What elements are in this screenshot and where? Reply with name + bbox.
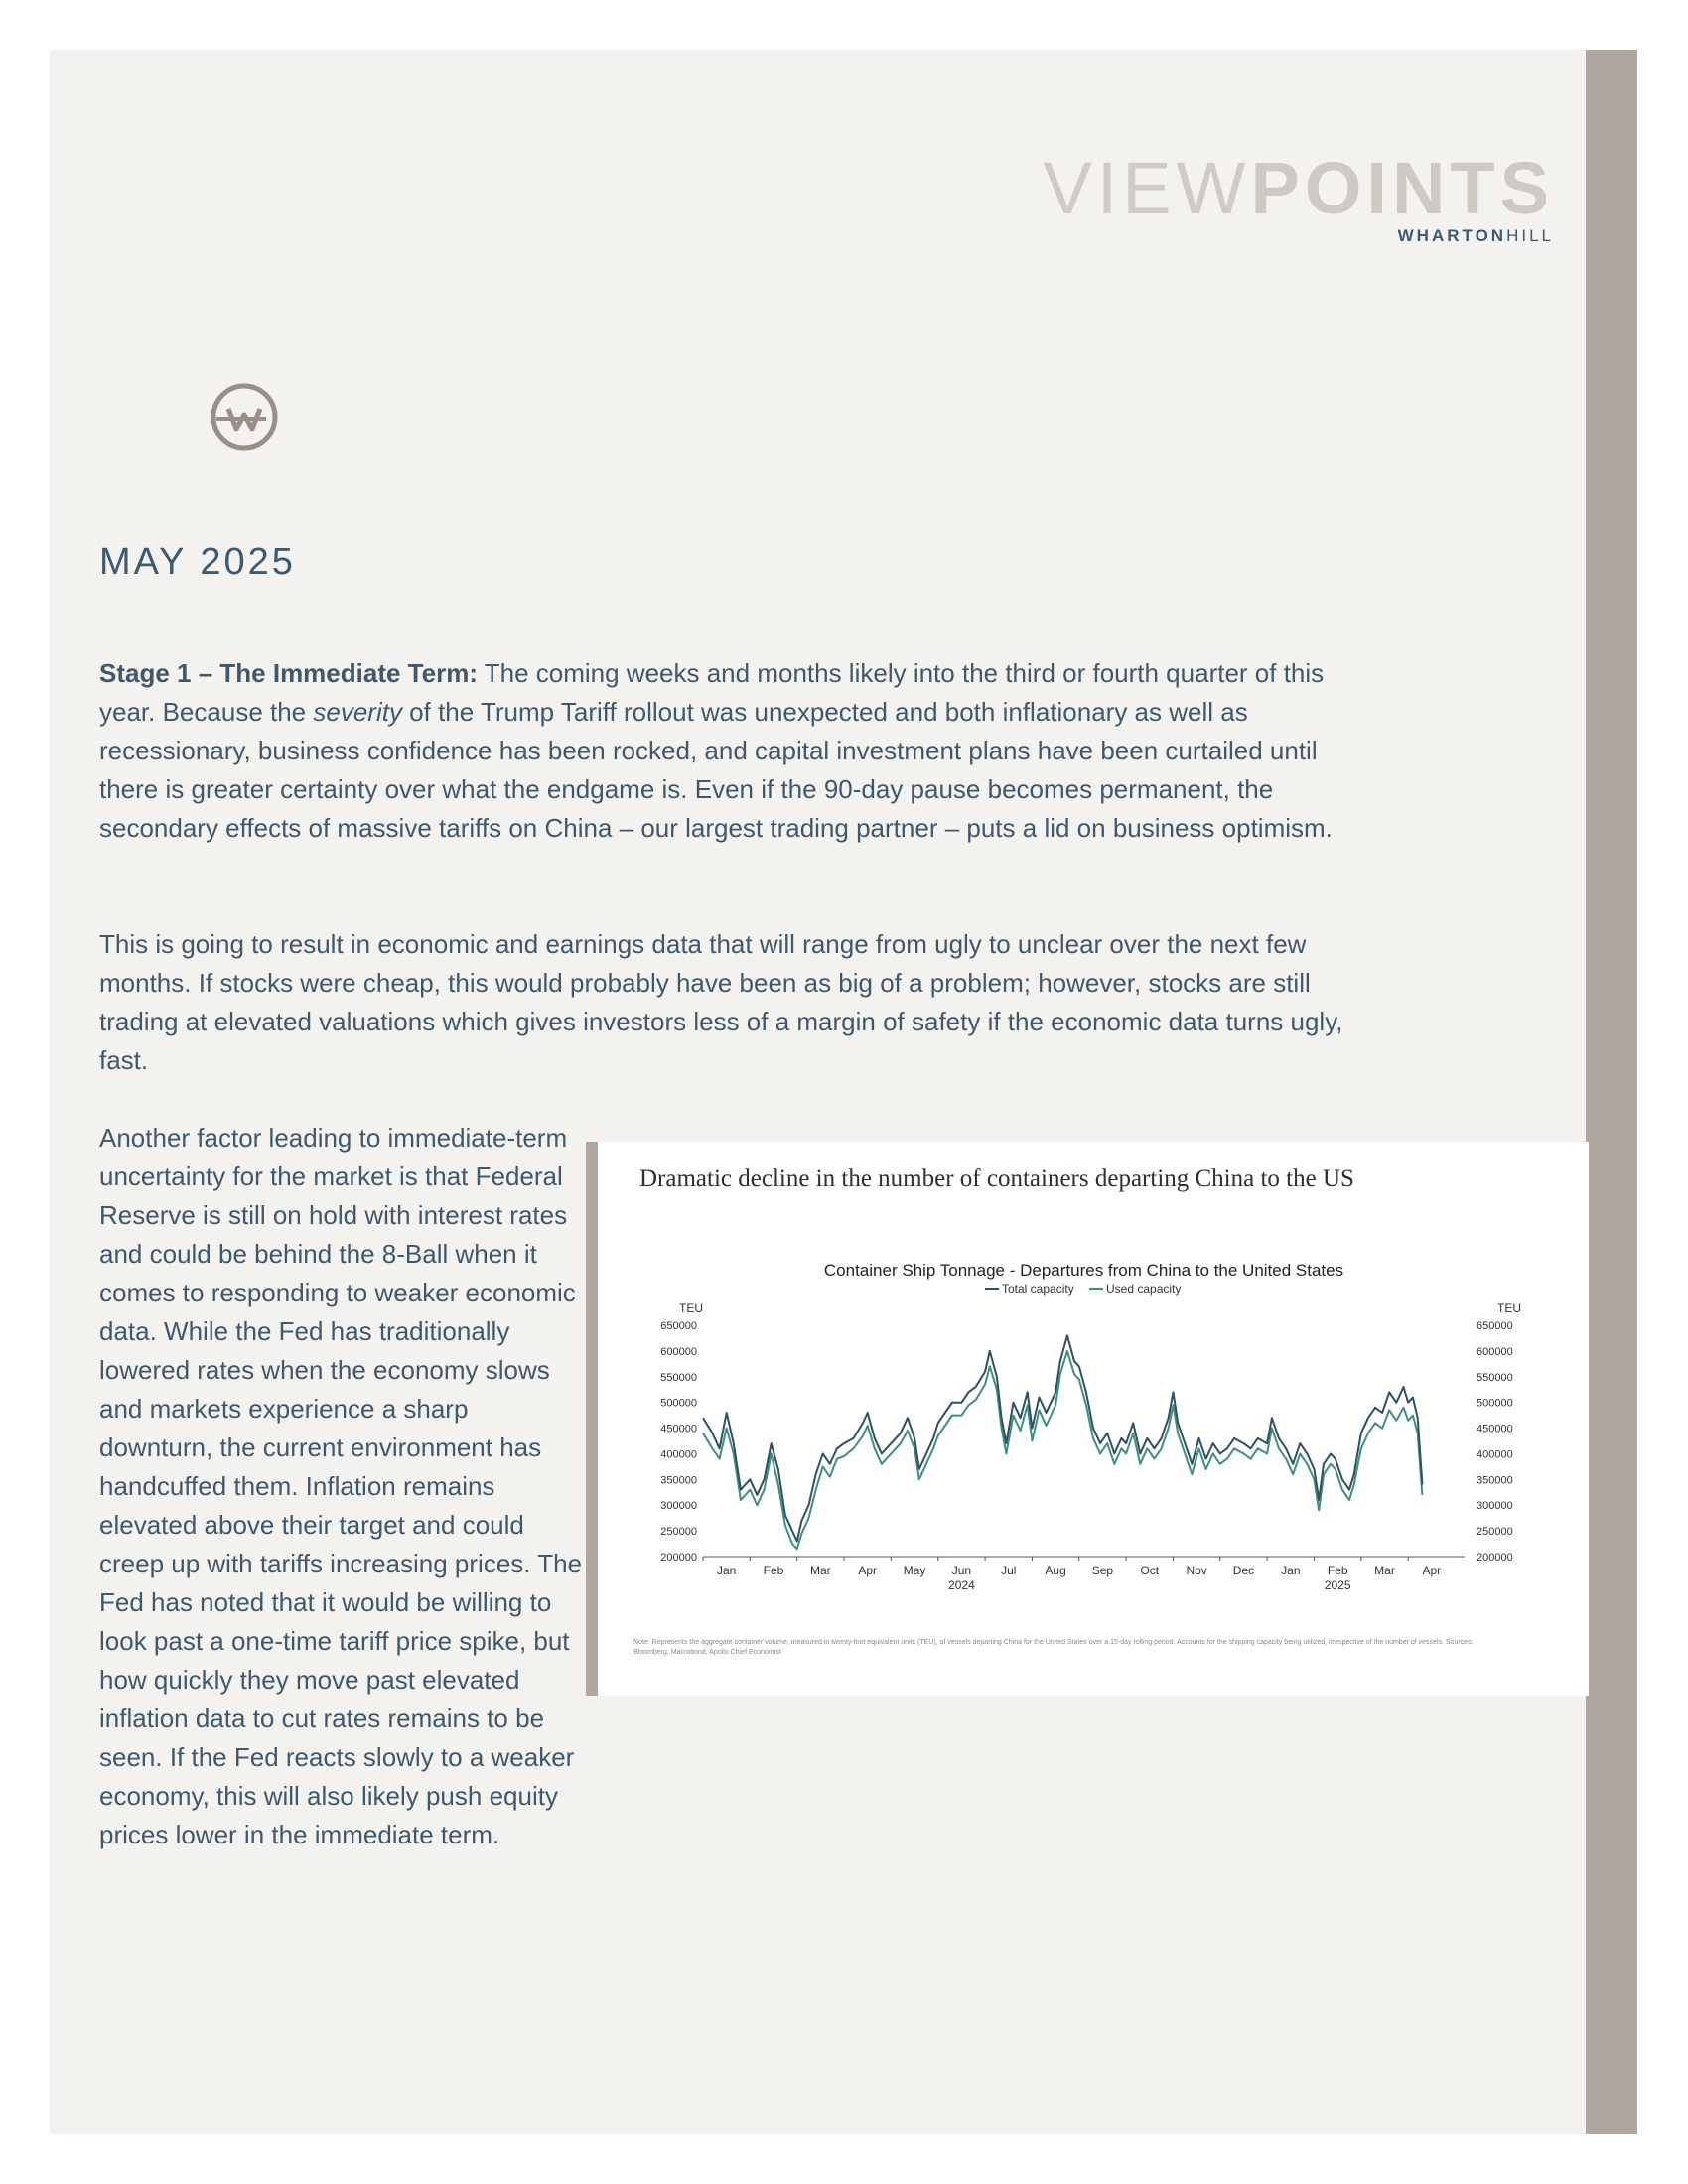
y-tick-label-left: 600000 bbox=[660, 1345, 697, 1358]
y-tick-label-right: 250000 bbox=[1477, 1526, 1513, 1539]
paragraph-text: of the Trump Tariff rollout was unexpected and both inflationary as well as recessionary, business confidence has been rocked, and capital investment plans have been curtailed until there is greater certainty over what the endgame is. Even if the 90-day pause becomes permanent, the secondary effects of massive tariffs on China – our largest trading partner – puts a lid on business optimism. bbox=[99, 697, 1333, 843]
x-tick-label: Sep bbox=[1091, 1564, 1114, 1577]
paragraph-text: The coming weeks and months likely into the third or fourth quarter of this year. Because the bbox=[99, 658, 1325, 727]
x-tick-label: Jan bbox=[1281, 1564, 1301, 1577]
paragraph-lead: Stage 1 – The Immediate Term: bbox=[99, 658, 478, 688]
y-tick-label-right: 500000 bbox=[1477, 1397, 1513, 1410]
legend-label-total: Total capacity bbox=[1002, 1282, 1074, 1296]
logo-subtitle bbox=[1398, 226, 1554, 246]
paragraph-federal-reserve: Another factor leading to immediate-term uncertainty for the market is that Federal Reserve is still on hold with interest rates and could be behind the 8-Ball when it comes to responding to weaker economic data. While the Fed has traditionally lowered rates when the economy slows and markets experience a sharp downturn, the current environment has handcuffed them. Inflation remains elevated above their target and could creep up with tariffs increasing prices. The Fed has noted that it would be willing to look past a one-time tariff price spike, but how quickly they move past elevated inflation data to cut rates remains to be seen. If the Fed reacts slowly to a weaker economy, this will also likely push equity prices lower in the immediate term. bbox=[99, 1123, 583, 1849]
y-tick-label-left: 400000 bbox=[660, 1448, 697, 1461]
viewpoints-logo bbox=[933, 147, 1554, 245]
paragraph-emphasis: severity bbox=[313, 697, 402, 727]
y-tick-label-right: 650000 bbox=[1477, 1320, 1513, 1332]
y-axis-label-left: TEU bbox=[679, 1301, 703, 1315]
y-tick-label-left: 550000 bbox=[660, 1371, 697, 1384]
x-tick-label: Dec bbox=[1232, 1564, 1255, 1577]
y-tick-label-left: 250000 bbox=[660, 1526, 697, 1539]
issue-date: MAY 2025 bbox=[99, 541, 296, 584]
y-tick-label-left: 300000 bbox=[660, 1500, 697, 1513]
x-tick-label: Aug bbox=[1045, 1564, 1066, 1577]
y-tick-label-left: 200000 bbox=[660, 1552, 697, 1564]
x-tick-label: Feb bbox=[763, 1564, 784, 1577]
x-tick-label: May bbox=[903, 1564, 926, 1577]
y-tick-label-right: 300000 bbox=[1477, 1500, 1513, 1513]
x-tick-label: Mar bbox=[810, 1564, 831, 1577]
chart-title: Container Ship Tonnage - Departures from China to the United States bbox=[823, 1261, 1344, 1280]
y-tick-label-right: 400000 bbox=[1477, 1448, 1513, 1461]
y-tick-label-left: 650000 bbox=[660, 1320, 697, 1332]
right-accent-bar bbox=[1586, 50, 1637, 2134]
x-tick-label: Apr bbox=[858, 1564, 878, 1577]
x-tick-label: Feb bbox=[1327, 1564, 1348, 1577]
chart-panel bbox=[586, 1142, 1589, 1696]
legend-label-used: Used capacity bbox=[1106, 1282, 1182, 1296]
x-year-label: 2025 bbox=[1324, 1578, 1351, 1592]
x-year-label: 2024 bbox=[948, 1578, 975, 1592]
x-tick-label: Apr bbox=[1422, 1564, 1442, 1577]
x-tick-label: Mar bbox=[1374, 1564, 1395, 1577]
y-tick-label-right: 450000 bbox=[1477, 1423, 1513, 1435]
paragraph-stage-1 bbox=[99, 654, 1350, 848]
y-tick-label-left: 350000 bbox=[660, 1474, 697, 1487]
x-tick-label: Jan bbox=[716, 1564, 737, 1577]
logo-sub-bold: WHARTON bbox=[1397, 226, 1507, 245]
x-tick-label: Nov bbox=[1186, 1564, 1207, 1577]
logo-word-points: POINTS bbox=[1250, 147, 1554, 229]
paragraph-earnings: This is going to result in economic and earnings data that will range from ugly to unclear over the next few months. If stocks were cheap, this would probably have been as big of a problem; however, stocks are still trading at elevated valuations which gives investors less of a margin of safety if the economic data turns ugly, fast. bbox=[99, 929, 1343, 1075]
chart-heading: Dramatic decline in the number of containers departing China to the US bbox=[639, 1165, 1354, 1192]
container-tonnage-chart bbox=[598, 1142, 1589, 1638]
y-tick-label-right: 600000 bbox=[1477, 1345, 1513, 1358]
chart-source-note: Note: Represents the aggregate container volume, measured in twenty-foot equivalent units (TEU), of vessels departing China for the United States over a 15-day rolling period. Accounts for the shipping capacity being utilized, irrespective of the number of vessels. Sources: Bloomberg, Macrobond, Apollo Chief Economist bbox=[633, 1639, 1474, 1656]
logo-sub-light: HILL bbox=[1506, 226, 1554, 245]
x-tick-label: Jun bbox=[951, 1564, 972, 1577]
whartonhill-emblem-icon bbox=[209, 381, 280, 453]
y-tick-label-right: 200000 bbox=[1477, 1552, 1513, 1564]
y-axis-label-right: TEU bbox=[1497, 1301, 1521, 1315]
x-tick-label: Oct bbox=[1140, 1564, 1160, 1577]
logo-wordmark bbox=[1043, 149, 1554, 228]
y-tick-label-left: 450000 bbox=[660, 1423, 697, 1435]
y-tick-label-right: 350000 bbox=[1477, 1474, 1513, 1487]
logo-word-view: VIEW bbox=[1043, 147, 1251, 229]
y-tick-label-right: 550000 bbox=[1477, 1371, 1513, 1384]
y-tick-label-left: 500000 bbox=[660, 1397, 697, 1410]
series-line-used bbox=[703, 1351, 1422, 1549]
x-tick-label: Jul bbox=[1001, 1564, 1017, 1577]
